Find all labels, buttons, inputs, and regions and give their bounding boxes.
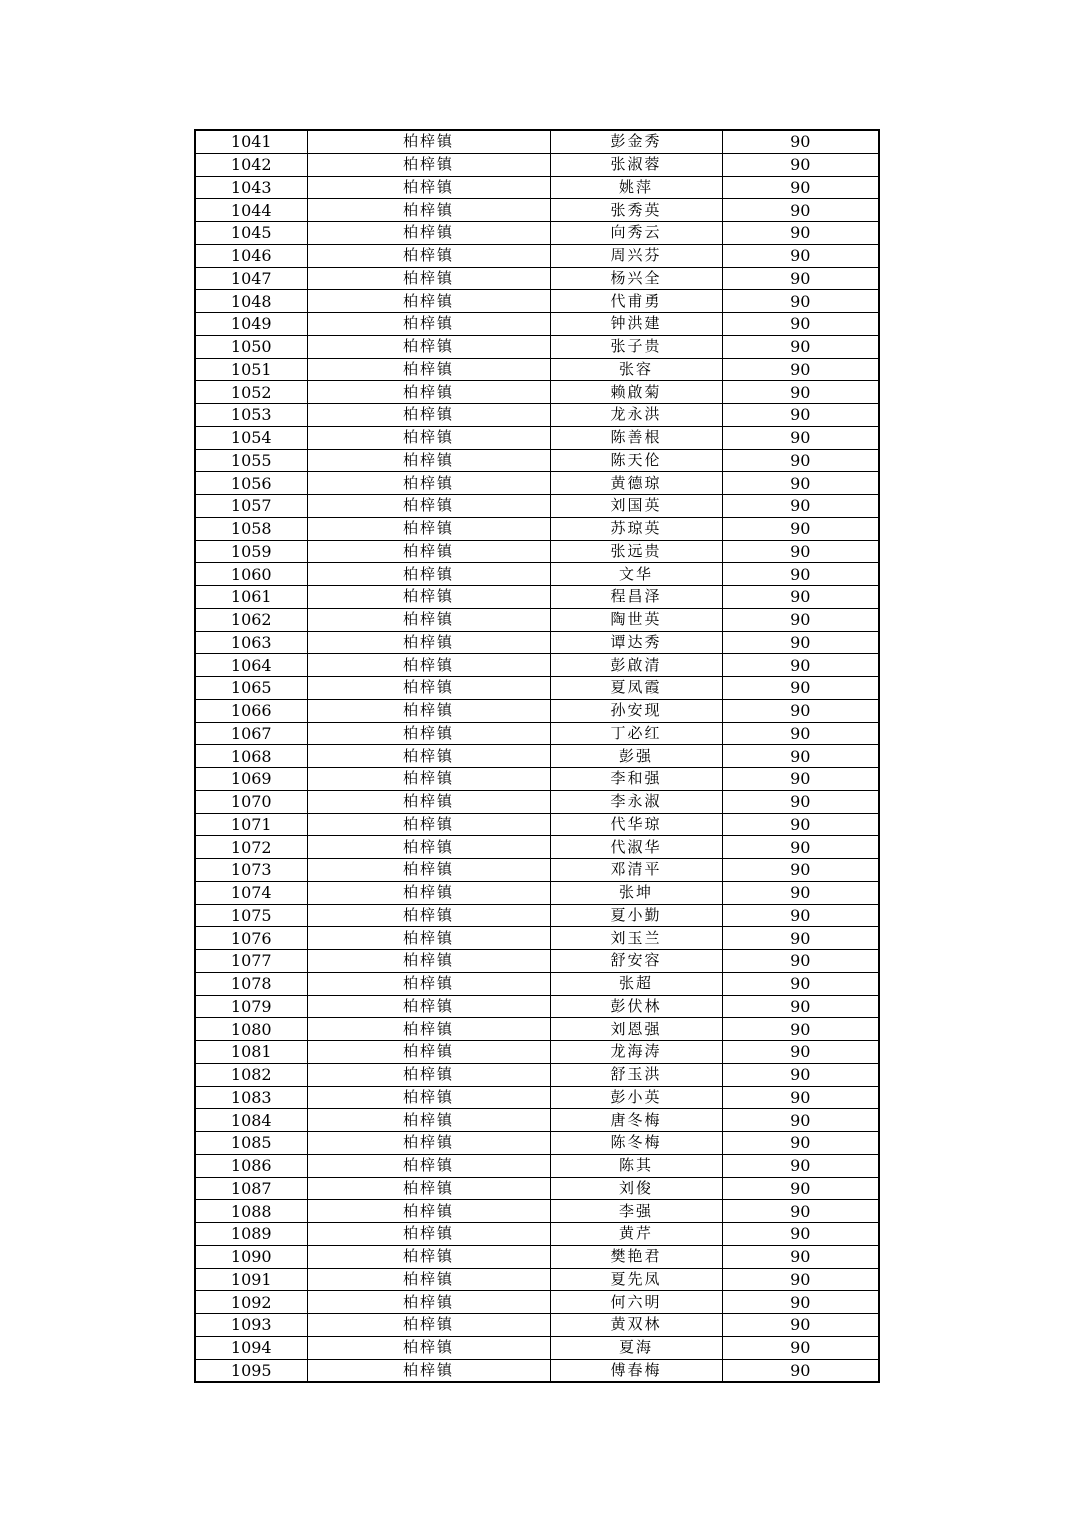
- town-cell: 柏梓镇: [307, 586, 550, 609]
- table-row: [195, 813, 879, 836]
- town-cell: 柏梓镇: [307, 1200, 550, 1223]
- amount-cell: 90: [722, 1063, 879, 1086]
- amount-cell: 90: [722, 472, 879, 495]
- row-number: 1041: [195, 130, 307, 153]
- amount-cell: 90: [722, 313, 879, 336]
- amount-cell: 90: [722, 1291, 879, 1314]
- amount-cell: 90: [722, 426, 879, 449]
- amount-cell: 90: [722, 495, 879, 518]
- table-row: [195, 950, 879, 973]
- table-row: [195, 1063, 879, 1086]
- town-cell: 柏梓镇: [307, 1018, 550, 1041]
- table-row: [195, 1018, 879, 1041]
- row-number: 1048: [195, 290, 307, 313]
- name-cell: 张子贵: [550, 335, 722, 358]
- table-row: [195, 244, 879, 267]
- records-table-body: [195, 130, 879, 1382]
- town-cell: 柏梓镇: [307, 631, 550, 654]
- name-cell: 向秀云: [550, 222, 722, 245]
- name-cell: 彭强: [550, 745, 722, 768]
- town-cell: 柏梓镇: [307, 768, 550, 791]
- name-cell: 张超: [550, 972, 722, 995]
- name-cell: 张远贵: [550, 540, 722, 563]
- amount-cell: 90: [722, 404, 879, 427]
- name-cell: 龙海涛: [550, 1041, 722, 1064]
- table-row: [195, 540, 879, 563]
- town-cell: 柏梓镇: [307, 153, 550, 176]
- name-cell: 李永淑: [550, 790, 722, 813]
- row-number: 1074: [195, 881, 307, 904]
- town-cell: 柏梓镇: [307, 699, 550, 722]
- name-cell: 赖啟菊: [550, 381, 722, 404]
- name-cell: 陈其: [550, 1154, 722, 1177]
- table-row: [195, 517, 879, 540]
- name-cell: 龙永洪: [550, 404, 722, 427]
- name-cell: 陈冬梅: [550, 1132, 722, 1155]
- row-number: 1078: [195, 972, 307, 995]
- amount-cell: 90: [722, 677, 879, 700]
- amount-cell: 90: [722, 1086, 879, 1109]
- name-cell: 文华: [550, 563, 722, 586]
- amount-cell: 90: [722, 517, 879, 540]
- town-cell: 柏梓镇: [307, 972, 550, 995]
- amount-cell: 90: [722, 608, 879, 631]
- table-row: [195, 1291, 879, 1314]
- amount-cell: 90: [722, 1018, 879, 1041]
- amount-cell: 90: [722, 881, 879, 904]
- table-row: [195, 176, 879, 199]
- amount-cell: 90: [722, 1132, 879, 1155]
- table-row: [195, 790, 879, 813]
- amount-cell: 90: [722, 1314, 879, 1337]
- name-cell: 彭伏林: [550, 995, 722, 1018]
- table-row: [195, 1086, 879, 1109]
- row-number: 1090: [195, 1245, 307, 1268]
- row-number: 1045: [195, 222, 307, 245]
- amount-cell: 90: [722, 244, 879, 267]
- name-cell: 孙安现: [550, 699, 722, 722]
- town-cell: 柏梓镇: [307, 290, 550, 313]
- name-cell: 舒安容: [550, 950, 722, 973]
- row-number: 1044: [195, 199, 307, 222]
- town-cell: 柏梓镇: [307, 563, 550, 586]
- row-number: 1081: [195, 1041, 307, 1064]
- name-cell: 陈善根: [550, 426, 722, 449]
- row-number: 1056: [195, 472, 307, 495]
- amount-cell: 90: [722, 176, 879, 199]
- amount-cell: 90: [722, 631, 879, 654]
- town-cell: 柏梓镇: [307, 1063, 550, 1086]
- name-cell: 彭啟清: [550, 654, 722, 677]
- amount-cell: 90: [722, 1223, 879, 1246]
- name-cell: 刘玉兰: [550, 927, 722, 950]
- town-cell: 柏梓镇: [307, 1132, 550, 1155]
- name-cell: 黄德琼: [550, 472, 722, 495]
- amount-cell: 90: [722, 995, 879, 1018]
- town-cell: 柏梓镇: [307, 745, 550, 768]
- amount-cell: 90: [722, 699, 879, 722]
- amount-cell: 90: [722, 1245, 879, 1268]
- town-cell: 柏梓镇: [307, 472, 550, 495]
- table-row: [195, 358, 879, 381]
- name-cell: 夏先凤: [550, 1268, 722, 1291]
- row-number: 1069: [195, 768, 307, 791]
- amount-cell: 90: [722, 927, 879, 950]
- town-cell: 柏梓镇: [307, 904, 550, 927]
- name-cell: 丁必红: [550, 722, 722, 745]
- row-number: 1067: [195, 722, 307, 745]
- name-cell: 樊艳君: [550, 1245, 722, 1268]
- row-number: 1064: [195, 654, 307, 677]
- row-number: 1061: [195, 586, 307, 609]
- table-row: [195, 130, 879, 153]
- table-row: [195, 1223, 879, 1246]
- table-row: [195, 1314, 879, 1337]
- row-number: 1065: [195, 677, 307, 700]
- row-number: 1059: [195, 540, 307, 563]
- table-row: [195, 426, 879, 449]
- town-cell: 柏梓镇: [307, 881, 550, 904]
- town-cell: 柏梓镇: [307, 176, 550, 199]
- row-number: 1091: [195, 1268, 307, 1291]
- town-cell: 柏梓镇: [307, 654, 550, 677]
- amount-cell: 90: [722, 836, 879, 859]
- town-cell: 柏梓镇: [307, 1086, 550, 1109]
- row-number: 1084: [195, 1109, 307, 1132]
- name-cell: 杨兴全: [550, 267, 722, 290]
- town-cell: 柏梓镇: [307, 608, 550, 631]
- row-number: 1068: [195, 745, 307, 768]
- row-number: 1063: [195, 631, 307, 654]
- table-row: [195, 267, 879, 290]
- table-row: [195, 608, 879, 631]
- amount-cell: 90: [722, 950, 879, 973]
- table-row: [195, 381, 879, 404]
- table-row: [195, 1154, 879, 1177]
- row-number: 1053: [195, 404, 307, 427]
- table-row: [195, 699, 879, 722]
- table-row: [195, 1200, 879, 1223]
- town-cell: 柏梓镇: [307, 1245, 550, 1268]
- town-cell: 柏梓镇: [307, 1268, 550, 1291]
- town-cell: 柏梓镇: [307, 267, 550, 290]
- town-cell: 柏梓镇: [307, 1109, 550, 1132]
- amount-cell: 90: [722, 859, 879, 882]
- name-cell: 代淑华: [550, 836, 722, 859]
- town-cell: 柏梓镇: [307, 1359, 550, 1382]
- name-cell: 张坤: [550, 881, 722, 904]
- name-cell: 彭小英: [550, 1086, 722, 1109]
- table-row: [195, 881, 879, 904]
- town-cell: 柏梓镇: [307, 358, 550, 381]
- name-cell: 夏海: [550, 1336, 722, 1359]
- row-number: 1066: [195, 699, 307, 722]
- table-row: [195, 290, 879, 313]
- table-row: [195, 722, 879, 745]
- name-cell: 代华琼: [550, 813, 722, 836]
- town-cell: 柏梓镇: [307, 722, 550, 745]
- amount-cell: 90: [722, 290, 879, 313]
- row-number: 1083: [195, 1086, 307, 1109]
- town-cell: 柏梓镇: [307, 813, 550, 836]
- name-cell: 陶世英: [550, 608, 722, 631]
- amount-cell: 90: [722, 1268, 879, 1291]
- table-row: [195, 1132, 879, 1155]
- row-number: 1075: [195, 904, 307, 927]
- row-number: 1054: [195, 426, 307, 449]
- row-number: 1085: [195, 1132, 307, 1155]
- row-number: 1057: [195, 495, 307, 518]
- town-cell: 柏梓镇: [307, 313, 550, 336]
- row-number: 1095: [195, 1359, 307, 1382]
- row-number: 1049: [195, 313, 307, 336]
- table-row: [195, 859, 879, 882]
- table-row: [195, 199, 879, 222]
- table-row: [195, 1359, 879, 1382]
- town-cell: 柏梓镇: [307, 244, 550, 267]
- amount-cell: 90: [722, 768, 879, 791]
- town-cell: 柏梓镇: [307, 1223, 550, 1246]
- table-row: [195, 313, 879, 336]
- table-row: [195, 745, 879, 768]
- name-cell: 苏琼英: [550, 517, 722, 540]
- row-number: 1073: [195, 859, 307, 882]
- table-row: [195, 495, 879, 518]
- name-cell: 黄双林: [550, 1314, 722, 1337]
- table-row: [195, 586, 879, 609]
- town-cell: 柏梓镇: [307, 950, 550, 973]
- row-number: 1046: [195, 244, 307, 267]
- name-cell: 彭金秀: [550, 130, 722, 153]
- amount-cell: 90: [722, 153, 879, 176]
- table-row: [195, 1109, 879, 1132]
- name-cell: 程昌泽: [550, 586, 722, 609]
- town-cell: 柏梓镇: [307, 836, 550, 859]
- table-row: [195, 472, 879, 495]
- amount-cell: 90: [722, 540, 879, 563]
- amount-cell: 90: [722, 335, 879, 358]
- table-row: [195, 404, 879, 427]
- amount-cell: 90: [722, 381, 879, 404]
- name-cell: 代甫勇: [550, 290, 722, 313]
- row-number: 1060: [195, 563, 307, 586]
- town-cell: 柏梓镇: [307, 1041, 550, 1064]
- amount-cell: 90: [722, 563, 879, 586]
- name-cell: 舒玉洪: [550, 1063, 722, 1086]
- row-number: 1094: [195, 1336, 307, 1359]
- table-row: [195, 1268, 879, 1291]
- table-row: [195, 631, 879, 654]
- table-row: [195, 1041, 879, 1064]
- row-number: 1088: [195, 1200, 307, 1223]
- town-cell: 柏梓镇: [307, 1314, 550, 1337]
- town-cell: 柏梓镇: [307, 859, 550, 882]
- row-number: 1050: [195, 335, 307, 358]
- name-cell: 夏小勤: [550, 904, 722, 927]
- table-row: [195, 1245, 879, 1268]
- name-cell: 李和强: [550, 768, 722, 791]
- name-cell: 谭达秀: [550, 631, 722, 654]
- amount-cell: 90: [722, 449, 879, 472]
- table-row: [195, 335, 879, 358]
- table-row: [195, 1177, 879, 1200]
- row-number: 1086: [195, 1154, 307, 1177]
- name-cell: 周兴芬: [550, 244, 722, 267]
- name-cell: 刘恩强: [550, 1018, 722, 1041]
- name-cell: 李强: [550, 1200, 722, 1223]
- table-row: [195, 904, 879, 927]
- town-cell: 柏梓镇: [307, 335, 550, 358]
- name-cell: 何六明: [550, 1291, 722, 1314]
- amount-cell: 90: [722, 1336, 879, 1359]
- town-cell: 柏梓镇: [307, 1336, 550, 1359]
- town-cell: 柏梓镇: [307, 495, 550, 518]
- amount-cell: 90: [722, 222, 879, 245]
- town-cell: 柏梓镇: [307, 404, 550, 427]
- amount-cell: 90: [722, 358, 879, 381]
- table-row: [195, 449, 879, 472]
- town-cell: 柏梓镇: [307, 927, 550, 950]
- row-number: 1080: [195, 1018, 307, 1041]
- amount-cell: 90: [722, 1200, 879, 1223]
- amount-cell: 90: [722, 904, 879, 927]
- table-row: [195, 654, 879, 677]
- row-number: 1077: [195, 950, 307, 973]
- amount-cell: 90: [722, 972, 879, 995]
- table-row: [195, 222, 879, 245]
- row-number: 1058: [195, 517, 307, 540]
- amount-cell: 90: [722, 1041, 879, 1064]
- table-row: [195, 153, 879, 176]
- town-cell: 柏梓镇: [307, 677, 550, 700]
- row-number: 1093: [195, 1314, 307, 1337]
- row-number: 1047: [195, 267, 307, 290]
- table-row: [195, 972, 879, 995]
- name-cell: 邓清平: [550, 859, 722, 882]
- name-cell: 张秀英: [550, 199, 722, 222]
- row-number: 1089: [195, 1223, 307, 1246]
- row-number: 1071: [195, 813, 307, 836]
- row-number: 1043: [195, 176, 307, 199]
- amount-cell: 90: [722, 130, 879, 153]
- amount-cell: 90: [722, 1177, 879, 1200]
- amount-cell: 90: [722, 267, 879, 290]
- name-cell: 刘国英: [550, 495, 722, 518]
- name-cell: 姚萍: [550, 176, 722, 199]
- row-number: 1070: [195, 790, 307, 813]
- name-cell: 张容: [550, 358, 722, 381]
- amount-cell: 90: [722, 745, 879, 768]
- town-cell: 柏梓镇: [307, 449, 550, 472]
- amount-cell: 90: [722, 586, 879, 609]
- town-cell: 柏梓镇: [307, 381, 550, 404]
- table-row: [195, 1336, 879, 1359]
- table-row: [195, 768, 879, 791]
- row-number: 1055: [195, 449, 307, 472]
- row-number: 1082: [195, 1063, 307, 1086]
- table-row: [195, 836, 879, 859]
- row-number: 1052: [195, 381, 307, 404]
- table-row: [195, 677, 879, 700]
- town-cell: 柏梓镇: [307, 540, 550, 563]
- table-row: [195, 927, 879, 950]
- row-number: 1062: [195, 608, 307, 631]
- town-cell: 柏梓镇: [307, 790, 550, 813]
- town-cell: 柏梓镇: [307, 1291, 550, 1314]
- town-cell: 柏梓镇: [307, 1177, 550, 1200]
- name-cell: 张淑蓉: [550, 153, 722, 176]
- town-cell: 柏梓镇: [307, 995, 550, 1018]
- town-cell: 柏梓镇: [307, 130, 550, 153]
- name-cell: 钟洪建: [550, 313, 722, 336]
- amount-cell: 90: [722, 1109, 879, 1132]
- name-cell: 陈天伦: [550, 449, 722, 472]
- town-cell: 柏梓镇: [307, 1154, 550, 1177]
- row-number: 1051: [195, 358, 307, 381]
- town-cell: 柏梓镇: [307, 199, 550, 222]
- name-cell: 夏凤霞: [550, 677, 722, 700]
- amount-cell: 90: [722, 813, 879, 836]
- row-number: 1076: [195, 927, 307, 950]
- row-number: 1087: [195, 1177, 307, 1200]
- amount-cell: 90: [722, 722, 879, 745]
- amount-cell: 90: [722, 1359, 879, 1382]
- amount-cell: 90: [722, 790, 879, 813]
- name-cell: 刘俊: [550, 1177, 722, 1200]
- name-cell: 唐冬梅: [550, 1109, 722, 1132]
- amount-cell: 90: [722, 654, 879, 677]
- row-number: 1092: [195, 1291, 307, 1314]
- records-table: [194, 129, 880, 1383]
- row-number: 1042: [195, 153, 307, 176]
- name-cell: 黄芹: [550, 1223, 722, 1246]
- amount-cell: 90: [722, 1154, 879, 1177]
- town-cell: 柏梓镇: [307, 426, 550, 449]
- amount-cell: 90: [722, 199, 879, 222]
- table-row: [195, 563, 879, 586]
- town-cell: 柏梓镇: [307, 517, 550, 540]
- row-number: 1072: [195, 836, 307, 859]
- table-row: [195, 995, 879, 1018]
- row-number: 1079: [195, 995, 307, 1018]
- name-cell: 傅春梅: [550, 1359, 722, 1382]
- town-cell: 柏梓镇: [307, 222, 550, 245]
